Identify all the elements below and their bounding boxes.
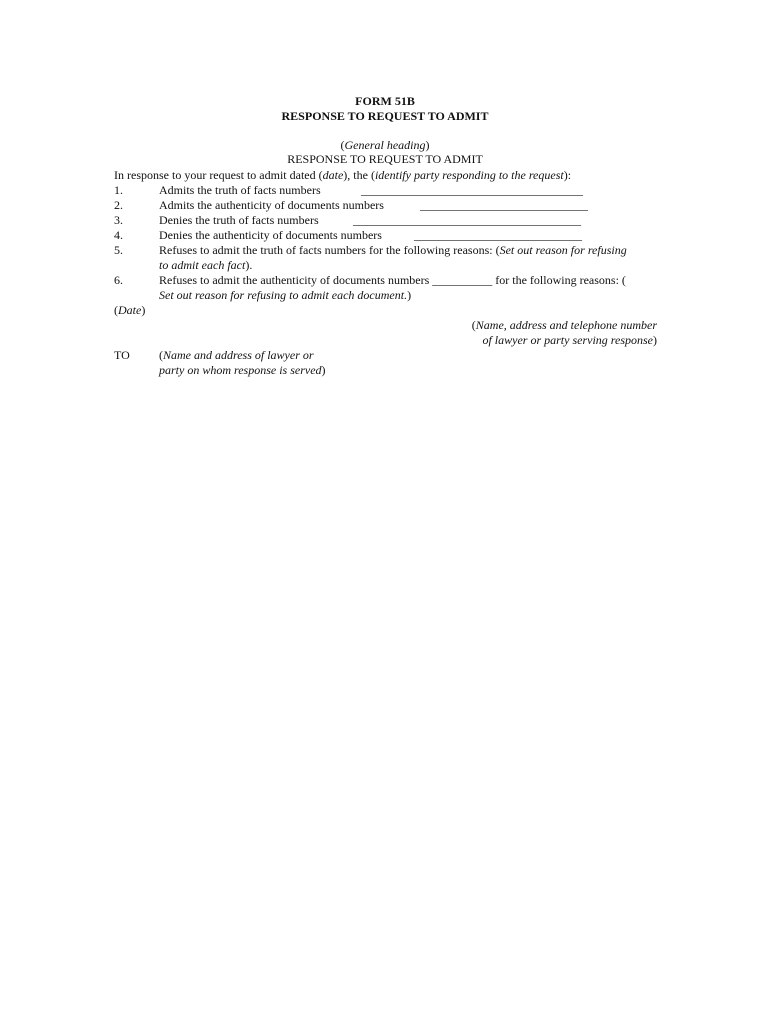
item-6-continuation: [159, 288, 411, 303]
to-label: TO: [114, 348, 130, 362]
to-text-1: Name and address of lawyer or: [163, 348, 314, 362]
item-2-number: 2.: [114, 198, 123, 212]
to-line-1: (Name and address of lawyer or: [159, 348, 314, 362]
signature-line-2: of lawyer or party serving response): [482, 333, 657, 347]
signature-text-2: of lawyer or party serving response: [482, 333, 653, 347]
intro-text-3: ):: [563, 168, 572, 182]
intro-text-1: In response to your request to admit dated (: [114, 168, 323, 182]
intro-line: [114, 168, 571, 183]
item-6-blank[interactable]: __________: [432, 273, 493, 287]
item-4-text: Denies the authenticity of documents numbers: [159, 228, 382, 242]
signature-text-1: Name, address and telephone number: [475, 318, 657, 332]
date-label: Date: [118, 303, 142, 317]
item-3-number: 3.: [114, 213, 123, 227]
item-6-number: 6.: [114, 273, 123, 287]
item-3-text: Denies the truth of facts numbers: [159, 213, 319, 227]
item-1-number: 1.: [114, 183, 123, 197]
general-heading-text: General heading: [344, 138, 426, 152]
to-line-2: party on whom response is served): [159, 363, 326, 377]
item-5-number: 5.: [114, 243, 123, 257]
item-5-text: [159, 243, 627, 258]
item-6-italic: Set out reason for refusing to admit each document.: [159, 288, 408, 302]
subtitle: RESPONSE TO REQUEST TO ADMIT: [287, 152, 483, 166]
item-2-text: Admits the authenticity of documents numbers: [159, 198, 384, 212]
item-6-text-2: for the following reasons: (: [495, 273, 626, 287]
item-2-blank[interactable]: ____________________________: [420, 198, 588, 212]
general-heading: (General heading): [340, 138, 430, 152]
item-4-blank[interactable]: ____________________________: [414, 228, 582, 242]
item-6-text: [159, 273, 626, 288]
date-line: (Date): [114, 303, 146, 317]
item-1-text: Admits the truth of facts numbers: [159, 183, 321, 197]
intro-party: identify party responding to the request: [374, 168, 564, 182]
to-text-2: party on whom response is served: [159, 363, 322, 377]
signature-line-1: (Name, address and telephone number: [471, 318, 657, 332]
item-5-italic-1: Set out reason for refusing: [499, 243, 627, 257]
form-number: FORM 51B: [355, 94, 415, 108]
item-4-number: 4.: [114, 228, 123, 242]
item-5-continuation: [159, 258, 252, 273]
intro-text-2: ), the (: [343, 168, 375, 182]
item-3-blank[interactable]: ______________________________________: [353, 213, 581, 227]
item-6-text-main: Refuses to admit the authenticity of documents numbers: [159, 273, 430, 287]
intro-date: date: [322, 168, 344, 182]
form-title: RESPONSE TO REQUEST TO ADMIT: [281, 109, 489, 123]
item-5-end: ).: [245, 258, 253, 272]
item-5-text-main: Refuses to admit the truth of facts numbers for the following reasons: (: [159, 243, 500, 257]
item-6-end: ): [407, 288, 412, 302]
item-1-blank[interactable]: _____________________________________: [361, 183, 583, 197]
item-5-italic-2: to admit each fact: [159, 258, 246, 272]
